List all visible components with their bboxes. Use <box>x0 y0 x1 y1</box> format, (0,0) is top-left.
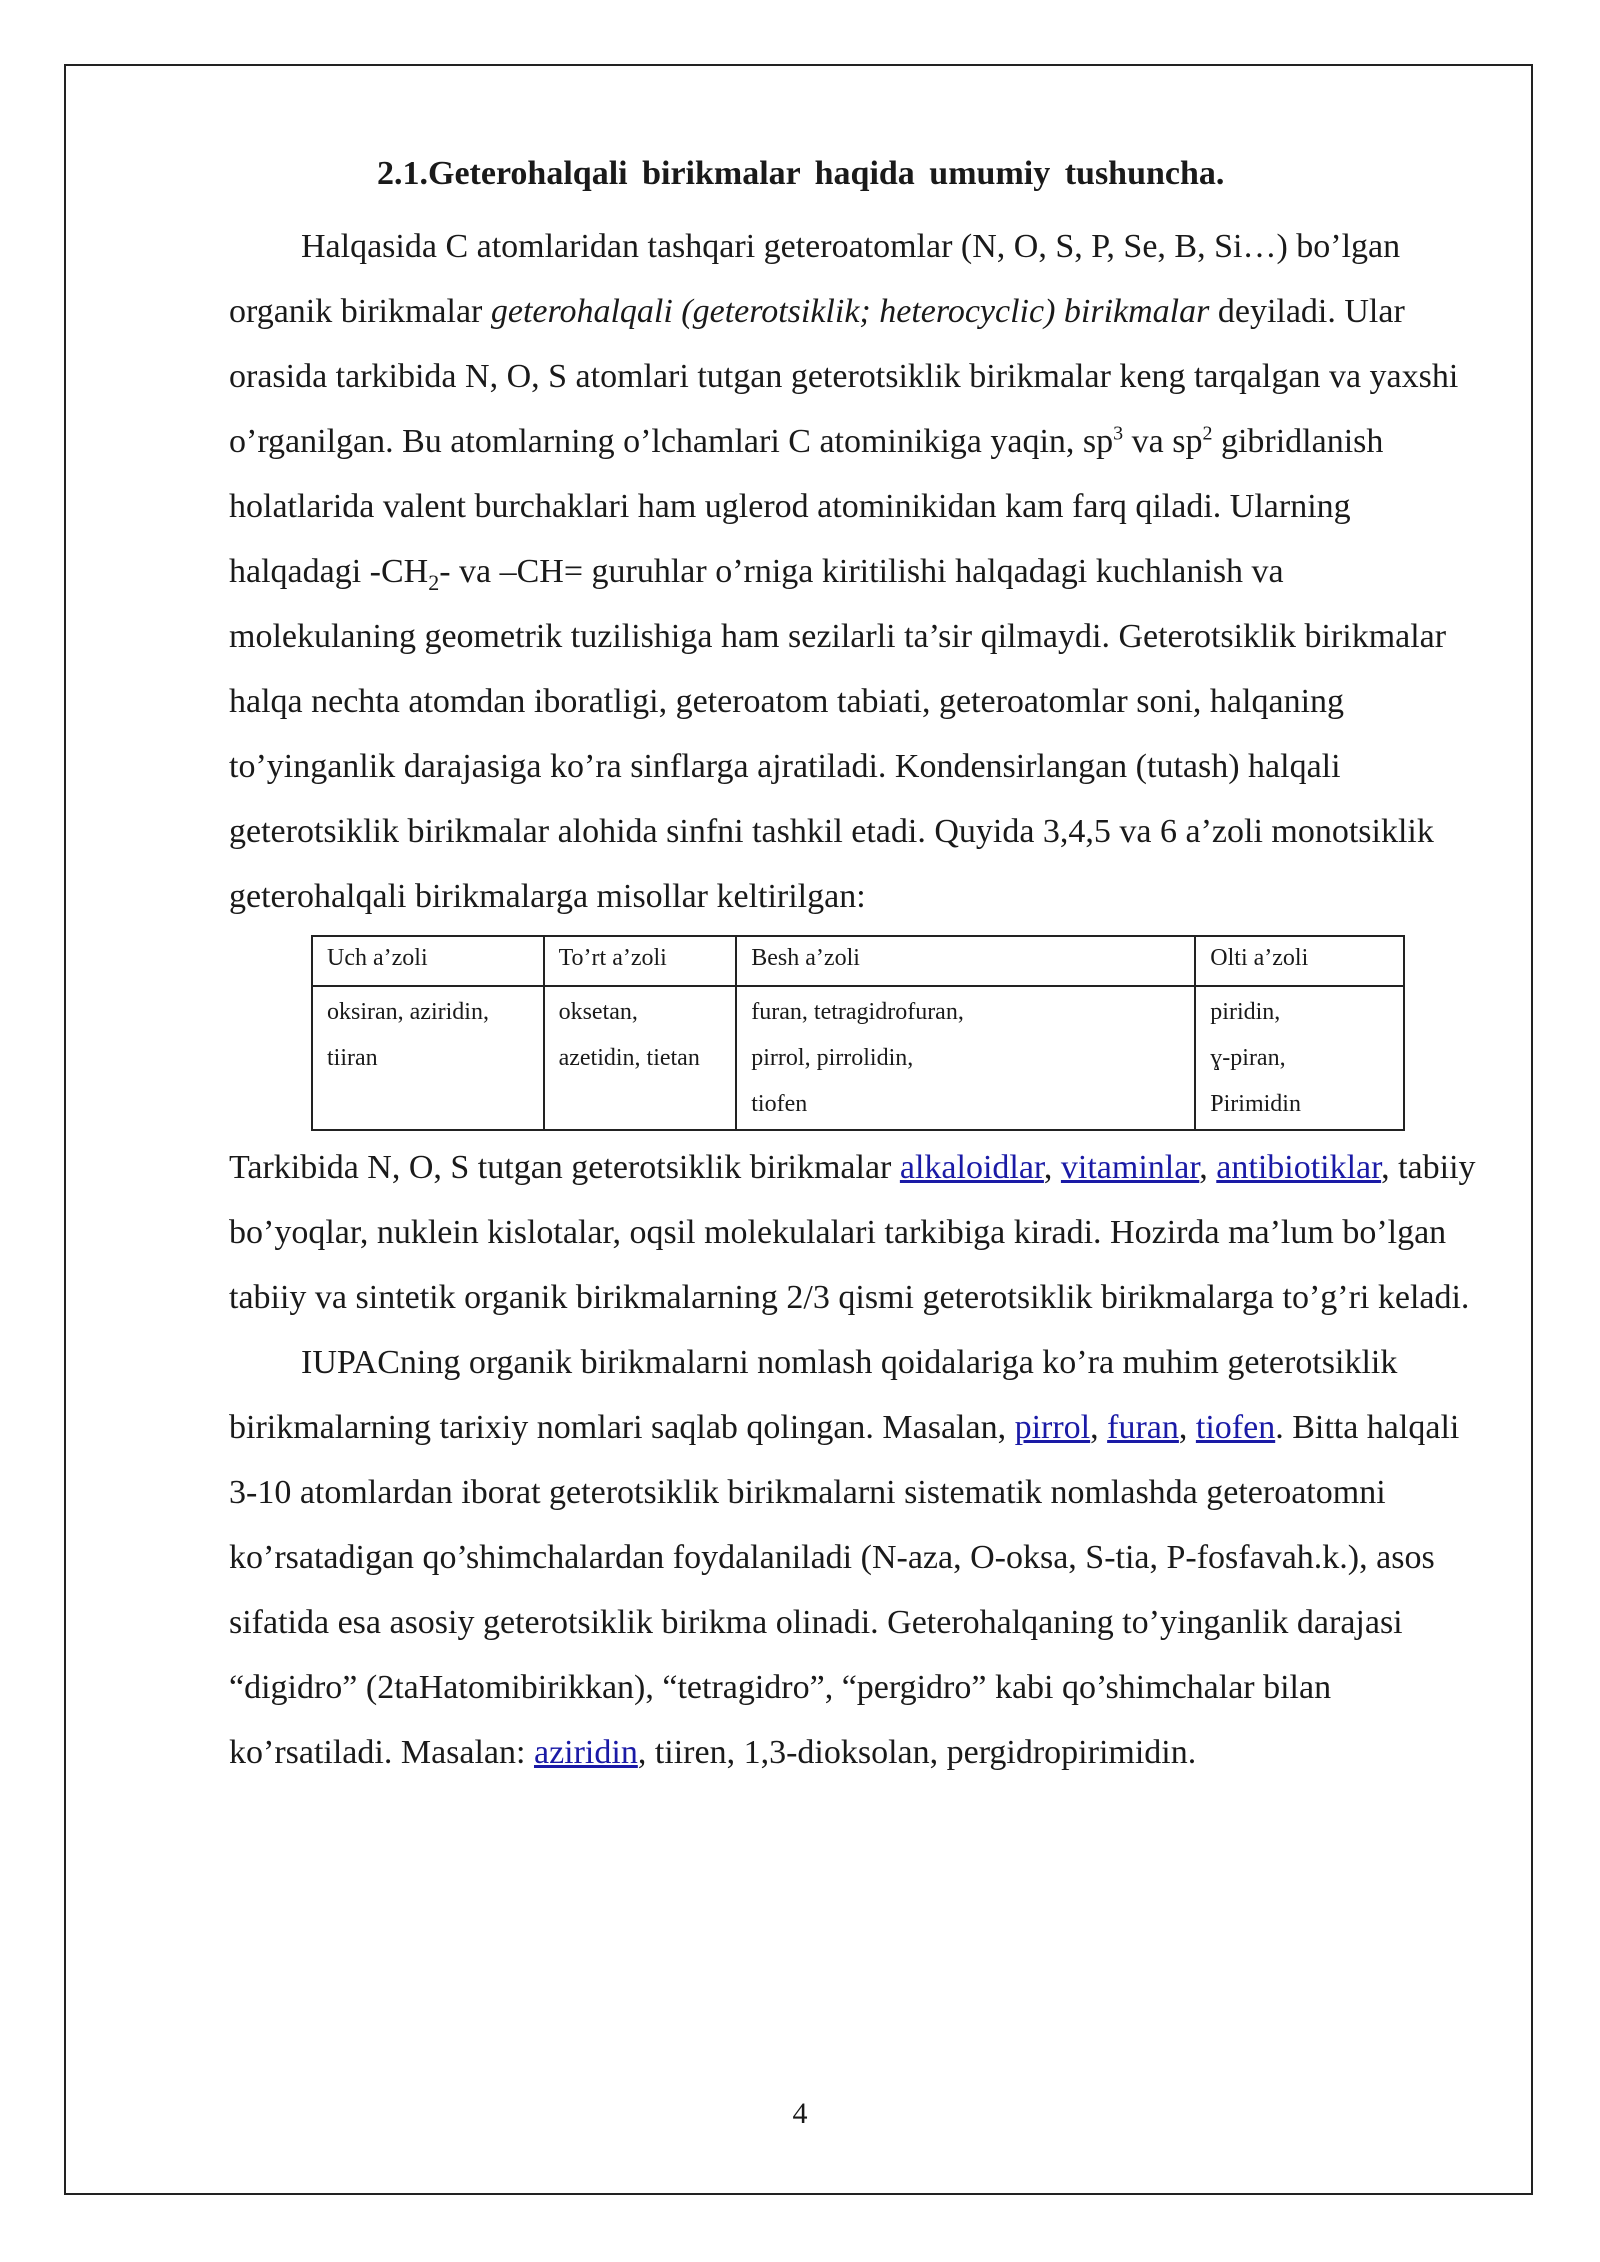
cell-six-membered <box>1195 986 1404 1130</box>
cell-line: tiofen <box>751 1091 808 1117</box>
text-run: IUPACning organik birikmalarni nomlash qoidalariga ko’ra muhim geterotsiklik birikmalarning tarixiy nomlari saqlab qolingan. Masalan, <box>229 1344 1398 1446</box>
table-header-row <box>312 936 1404 986</box>
cell-five-membered <box>736 986 1195 1130</box>
text-run: , tiiren, 1,3-dioksolan, pergidropirimidin. <box>637 1734 1197 1771</box>
link-vitaminlar[interactable]: vitaminlar <box>1060 1149 1200 1186</box>
header-five-membered: Besh a’zoli <box>736 936 1195 986</box>
paragraph-intro <box>229 214 1479 929</box>
superscript: 3 <box>1113 422 1124 445</box>
text-run: . Bitta halqali 3-10 atomlardan iborat geterotsiklik birikmalarni sistematik nomlashda geteroatomni ko’rsatadigan qo’shimchalardan foydalaniladi (N-aza, O-oksa, S-tia, P-fosfavah.k.), asos sifatida esa asosiy geterotsiklik birikma olinadi. Geterohalqaning to’yinganlik darajasi “digidro” (2taHatomibirikkan), “tetragidro”, “pergidro” kabi qo’shimchalar bilan ko’rsatiladi. Masalan: <box>229 1409 1460 1771</box>
cell-line: pirrol, pirrolidin, <box>751 1045 914 1071</box>
section-heading: 2.1.Geterohalqali birikmalar haqida umumiy tushuncha. <box>377 155 1225 192</box>
subscript: 2 <box>428 569 440 595</box>
table-row <box>312 986 1404 1130</box>
cell-four-membered <box>544 986 737 1130</box>
cell-three-membered <box>312 986 544 1130</box>
italic-term: geterohalqali (geterotsiklik; heterocyclic) birikmalar <box>490 293 1210 330</box>
link-alkaloidlar[interactable]: alkaloidlar <box>899 1149 1044 1186</box>
cell-line: oksiran, aziridin, <box>327 999 489 1025</box>
link-tiofen[interactable]: tiofen <box>1195 1409 1276 1446</box>
text-run: Halqasida C atomlaridan tashqari geteroatomlar (N, O, S, P, Se, B, Si…) bo’lgan organik birikmalar <box>229 228 1401 330</box>
cell-line: tiiran <box>327 1045 378 1071</box>
superscript: 2 <box>1202 422 1213 445</box>
text-run: , <box>1178 1409 1196 1446</box>
cell-line: Pirimidin <box>1210 1091 1301 1117</box>
header-three-membered: Uch a’zoli <box>312 936 544 986</box>
text-run: - va –CH= guruhlar o’rniga kiritilishi halqadagi kuchlanish va molekulaning geometrik tuzilishiga ham sezilarli ta’sir qilmaydi. Geterotsiklik birikmalar halqa nechta atomdan iboratligi, geteroatom tabiati, geteroatomlar soni, halqaning to’yinganlik darajasiga ko’ra sinflarga ajratiladi. Kondensirlangan (tutash) halqali geterotsiklik birikmalar alohida sinfni tashkil etadi. Quyida 3,4,5 va 6 a’zoli monotsiklik geterohalqali birikmalarga misollar keltirilgan: <box>229 553 1447 915</box>
text-run: , <box>1199 1149 1217 1186</box>
cell-line: piridin, <box>1210 999 1281 1025</box>
link-antibiotiklar[interactable]: antibiotiklar <box>1216 1149 1382 1186</box>
cell-line: furan, tetragidrofuran, <box>751 999 964 1025</box>
document-body <box>229 150 1479 1785</box>
cell-line: oksetan, <box>558 999 638 1025</box>
ring-size-table <box>311 935 1405 1131</box>
text-run: gibridlanish holatlarida valent burchaklari ham uglerod atominikidan kam farq qiladi. Ularning halqadagi -CH <box>229 423 1384 590</box>
cell-line: azetidin, tietan <box>558 1045 700 1071</box>
link-furan[interactable]: furan <box>1107 1409 1179 1446</box>
header-six-membered: Olti a’zoli <box>1195 936 1404 986</box>
cell-line: ɣ-piran, <box>1210 1045 1286 1071</box>
link-pirrol[interactable]: pirrol <box>1014 1409 1091 1446</box>
text-run: deyiladi. Ular orasida tarkibida N, O, S atomlari tutgan geterotsiklik birikmalar keng tarqalgan va yaxshi o’rganilgan. Bu atomlarning o’lchamlari C atominikiga yaqin, sp <box>229 293 1459 460</box>
text-run: va sp <box>1123 423 1203 460</box>
text-run: , <box>1043 1149 1061 1186</box>
link-aziridin[interactable]: aziridin <box>533 1734 638 1771</box>
text-run: , tabiiy bo’yoqlar, nuklein kislotalar, oqsil molekulalari tarkibiga kiradi. Hozirda ma’lum bo’lgan tabiiy va sintetik organik birikmalarning 2/3 qismi geterotsiklik birikmalarga to’g’ri keladi. <box>229 1149 1476 1316</box>
paragraph-occurrence <box>229 1135 1479 1330</box>
header-four-membered: To’rt a’zoli <box>544 936 737 986</box>
text-run: Tarkibida N, O, S tutgan geterotsiklik birikmalar <box>229 1149 900 1186</box>
text-run: , <box>1090 1409 1108 1446</box>
page-number: 4 <box>792 2097 808 2130</box>
paragraph-nomenclature <box>229 1330 1479 1785</box>
